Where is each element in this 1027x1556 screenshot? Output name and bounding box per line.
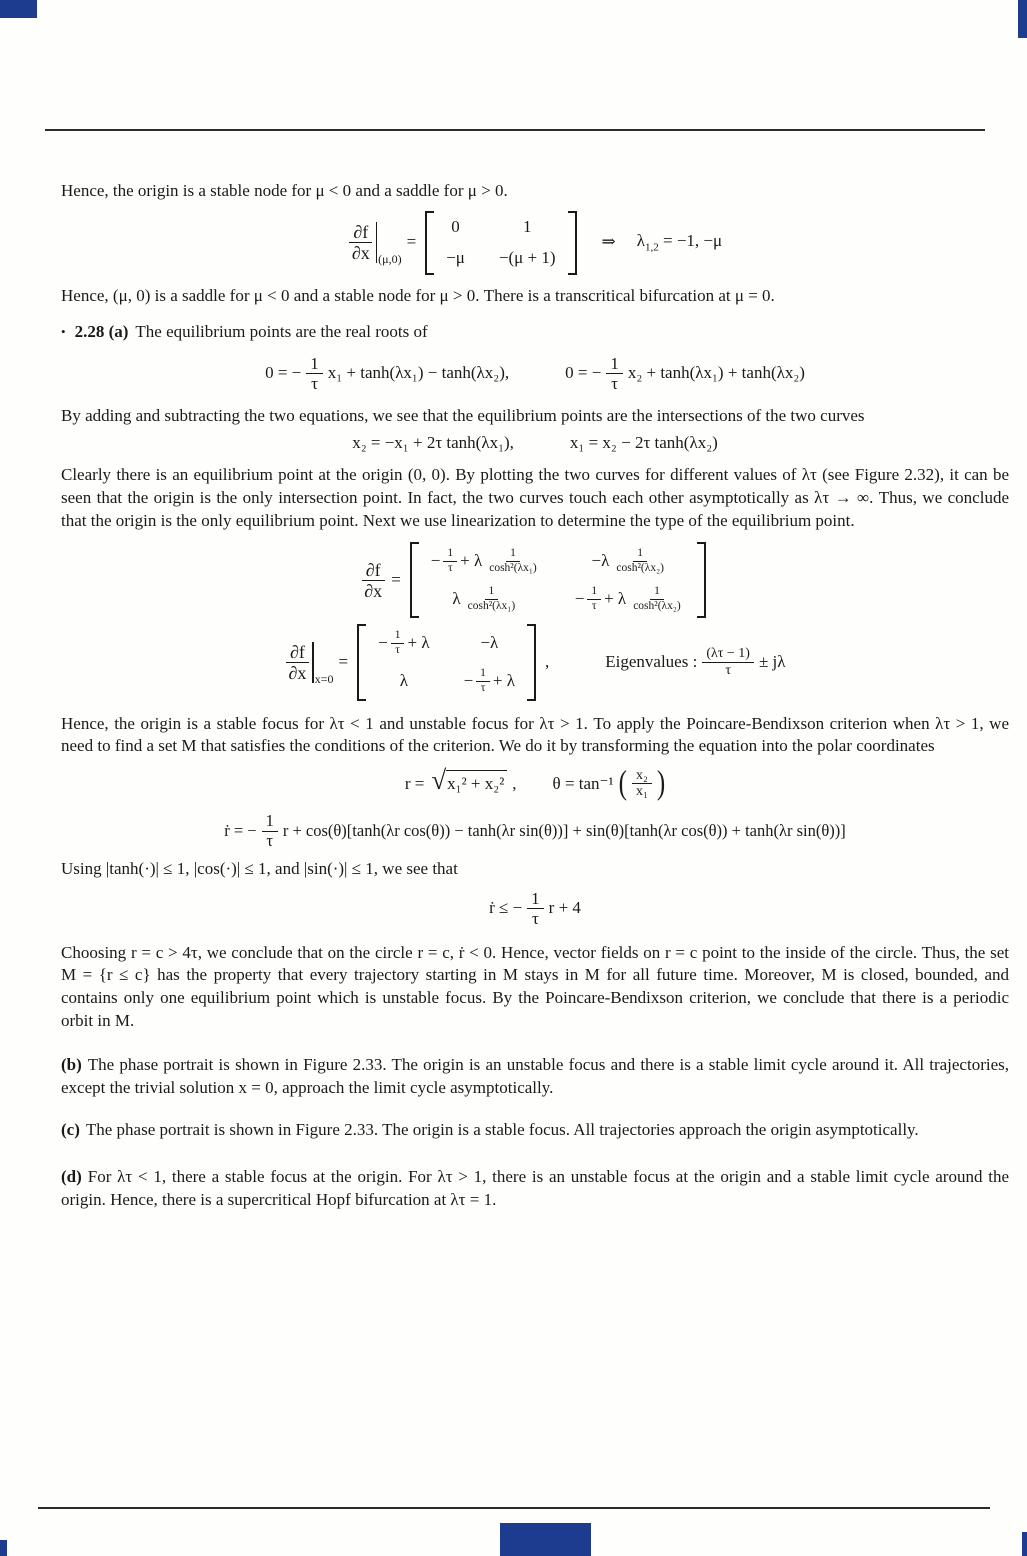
math-token: ∂x: [364, 580, 383, 601]
fraction: [632, 768, 652, 800]
part-b-paragraph: [61, 1054, 1009, 1099]
math-token: x₂ + tanh(λx₁) + tanh(λx₂): [627, 363, 805, 383]
fraction: [262, 812, 278, 850]
equation-rdot-bound: [61, 889, 1009, 928]
math-token: + λ: [604, 588, 627, 608]
fraction: [527, 889, 544, 928]
math-token: ∂f: [349, 222, 372, 243]
equation-two-curves: [61, 432, 1009, 455]
left-bracket: [425, 211, 434, 275]
right-paren: ): [656, 765, 666, 803]
matrix: [410, 542, 706, 618]
matrix-cells: [366, 624, 527, 700]
equals-sign: =: [406, 232, 417, 252]
math-token: cosh²(λx₁): [489, 561, 537, 574]
math-token: r + cos(θ)[tanh(λr cos(θ)) − tanh(λr sin(θ))] + sin(θ)[tanh(λr cos(θ)) + tanh(λr sin(θ))]: [282, 821, 846, 841]
fraction: [702, 646, 754, 678]
fraction: [306, 354, 323, 393]
paragraph-adding: By adding and subtracting the two equations, we see that the equilibrium points are the intersections of the two curves: [61, 406, 865, 426]
math-token: τ: [266, 830, 274, 850]
math-token: cosh²(λx₂): [633, 599, 681, 612]
left-bracket: [357, 624, 366, 700]
implies-arrow: ⇒: [601, 232, 616, 252]
math-token: 1: [506, 547, 520, 562]
equation-linearization-at-mu: [61, 211, 1009, 275]
part-b-text: The phase portrait is shown in Figure 2.33. The origin is an unstable focus and there is a stable limit cycle around it. All trajectories, except the trivial solution x = 0, approach the limit cycle asymptotically.: [61, 1055, 1009, 1097]
math-token: (λτ − 1): [702, 646, 754, 663]
math-token: ± jλ: [758, 652, 786, 672]
left-paren: (: [618, 765, 627, 803]
math-token: x₁ = x₂ − 2τ tanh(λx₂): [569, 432, 718, 452]
math-token: τ: [480, 681, 486, 694]
math-subscript: 1,2: [645, 241, 659, 254]
fraction: [284, 642, 310, 683]
eigenvalues-label: Eigenvalues :: [605, 652, 698, 672]
math-token: −: [430, 551, 441, 571]
fraction: [485, 547, 541, 576]
evaluation-subscript: (μ,0): [378, 252, 402, 267]
left-bracket: [410, 542, 419, 618]
equals-sign: =: [338, 652, 349, 672]
radicand: x₁² + x₂²: [446, 770, 507, 796]
right-bracket: [568, 211, 577, 275]
math-token: ṙ = −: [224, 821, 257, 841]
matrix: [357, 624, 536, 700]
math-token: ṙ ≤ −: [489, 897, 523, 917]
matrix-cell: −(μ + 1): [498, 248, 556, 268]
right-bracket: [527, 624, 536, 700]
math-token: τ: [725, 662, 731, 678]
matrix-cell: 1: [522, 216, 532, 236]
math-token: ∂f: [362, 560, 385, 581]
matrix-cell: [452, 585, 519, 614]
fraction: [391, 629, 405, 658]
math-token: 1: [485, 585, 499, 600]
matrix-cell: −μ: [446, 248, 465, 268]
math-token: cosh²(λx₁): [467, 599, 516, 612]
matrix-cell: [575, 585, 685, 614]
blue-strip-top-right: [1018, 0, 1027, 38]
part-b-label: (b): [61, 1055, 82, 1075]
math-token: 0 = −: [565, 363, 602, 383]
math-token: τ: [532, 908, 539, 928]
blue-strip-bottom-right: [1022, 1532, 1027, 1556]
fraction: [629, 585, 685, 614]
paragraph-clearly: Clearly there is an equilibrium point at the origin (0, 0). By plotting the two curves for different values of λτ (see Figure 2.32), it can be seen that the origin is the only intersection point. In fact, the two curves touch each other asymptotically as λτ → ∞. Thus, we conclude that the origin is the only equilibrium point. Next we use linearization to determine the type of the equilibrium point.: [61, 465, 1009, 530]
part-c-paragraph: [61, 1119, 1009, 1142]
math-token: = −1, −μ: [663, 231, 723, 251]
matrix-cell: −λ: [480, 633, 499, 653]
math-token: −: [378, 633, 388, 653]
evaluation-subscript: x=0: [314, 672, 334, 687]
math-token: + λ: [460, 551, 483, 571]
math-token: 1: [650, 585, 664, 600]
paragraph-stable-node: Hence, the origin is a stable node for μ < 0 and a saddle for μ > 0.: [61, 181, 508, 200]
fraction: [443, 547, 457, 576]
math-token: x₂: [632, 768, 652, 785]
math-token: + λ: [407, 633, 430, 653]
math-token: x₁: [635, 784, 648, 800]
fraction: [348, 222, 374, 263]
math-token: −: [574, 588, 585, 608]
matrix-cell: [431, 547, 541, 576]
math-token: −: [463, 670, 474, 690]
part-d-paragraph: [61, 1166, 1009, 1211]
partial-derivative-evaluated: [284, 641, 334, 687]
square-root: [431, 765, 507, 797]
part-c-text: The phase portrait is shown in Figure 2.33. The origin is a stable focus. All trajectories approach the origin asymptotically.: [85, 1120, 919, 1140]
math-token: −λ: [591, 551, 610, 571]
right-bracket: [697, 542, 706, 618]
blue-strip-bottom-left: [0, 1540, 7, 1556]
matrix-cell: [592, 547, 668, 576]
part-d-label: (d): [61, 1166, 82, 1186]
math-token: cosh²(λx₂): [616, 561, 664, 574]
math-token: ∂x: [351, 243, 370, 264]
paragraph-stable-focus: Hence, the origin is a stable focus for λτ < 1 and unstable focus for λτ > 1. To apply the Poincare-Bendixson criterion when λτ > 1, we need to find a set M that satisfies the conditions of the criterion. We do it by transforming the equation into the polar coordinates: [61, 713, 1009, 756]
math-token: τ: [611, 374, 618, 394]
math-token: τ: [591, 599, 597, 612]
math-token: 1: [476, 667, 490, 682]
problem-text: The equilibrium points are the real roots of: [135, 322, 428, 342]
math-token: 1: [391, 629, 405, 644]
math-token: 1: [306, 354, 323, 374]
math-token: r =: [404, 773, 425, 793]
blue-corner-top-left: [0, 0, 37, 18]
paragraph-choosing: Choosing r = c > 4τ, we conclude that on the circle r = c, ṙ < 0. Hence, vector fields on r = c point to the inside of the circle. Thus, the set M = {r ≤ c} has the property that every trajectory starting in M stays in M for all future time. Moreover, M is closed, bounded, and contains only one equilibrium point which is unstable focus. By the Poincare-Bendixson criterion, we conclude that there is a periodic orbit in M.: [61, 942, 1009, 1030]
math-token: θ = tan⁻¹: [552, 773, 614, 793]
fraction: [606, 354, 623, 393]
math-token: τ: [311, 374, 318, 394]
math-token: ∂f: [286, 642, 309, 663]
problem-number: 2.28 (a): [74, 322, 129, 342]
math-token: λ: [636, 231, 645, 251]
equation-rdot: [61, 812, 1009, 850]
equation-jacobian: [61, 542, 1009, 618]
eigenvalues-result: [637, 230, 722, 255]
equation-polar-coordinates: [61, 765, 1009, 803]
paragraph-transcritical: Hence, (μ, 0) is a saddle for μ < 0 and a stable node for μ > 0. There is a transcritical bifurcation at μ = 0.: [61, 285, 775, 305]
bottom-rule: [38, 1507, 990, 1509]
matrix-cells: [419, 542, 697, 618]
matrix-cell: [464, 667, 515, 696]
math-token: x₂ = −x₁ + 2τ tanh(λx₁),: [352, 432, 514, 452]
math-token: x₁ + tanh(λx₁) − tanh(λx₂),: [327, 363, 510, 383]
part-d-text: For λτ < 1, there a stable focus at the origin. For λτ > 1, there is an unstable focus at the origin and a stable limit cycle around the origin. Hence, there is a supercritical Hopf bifurcation at λτ = 1.: [61, 1166, 1009, 1209]
math-token: 1: [587, 585, 601, 600]
fraction: [612, 547, 668, 576]
math-token: r + 4: [548, 897, 581, 917]
problem-heading: [61, 321, 1009, 344]
math-token: 0 = −: [265, 363, 302, 383]
top-rule: [45, 129, 985, 131]
radical-sign: √: [431, 765, 447, 796]
matrix-cell: λ: [399, 670, 408, 690]
equals-sign: =: [391, 569, 401, 589]
math-token: λ: [452, 588, 461, 608]
partial-derivative: [360, 560, 386, 601]
math-token: + λ: [492, 670, 516, 690]
equation-equilibrium-roots: [61, 354, 1009, 393]
matrix-cell: [378, 629, 429, 658]
math-token: 1: [606, 354, 623, 374]
math-token: τ: [395, 644, 400, 657]
fraction: [476, 667, 490, 696]
blue-bar-bottom-center: [500, 1523, 591, 1556]
evaluation-bar: [312, 642, 313, 683]
page-content: [61, 180, 1009, 1223]
part-c-label: (c): [61, 1120, 80, 1140]
bullet-icon: •: [61, 324, 66, 340]
math-token: 1: [633, 547, 647, 562]
fraction: [587, 585, 601, 614]
math-token: τ: [447, 561, 453, 574]
math-token: 1: [262, 812, 278, 831]
math-token: ∂x: [288, 662, 307, 683]
matrix-cells: [434, 211, 567, 275]
matrix-cell: 0: [451, 216, 460, 236]
equation-jacobian-at-origin: [61, 624, 1009, 700]
evaluation-bar: [376, 222, 377, 263]
fraction: [464, 585, 520, 614]
comma: ,: [512, 773, 517, 793]
fraction: [360, 560, 386, 601]
partial-derivative-evaluated: [348, 222, 402, 267]
paragraph-using-bounds: Using |tanh(·)| ≤ 1, |cos(·)| ≤ 1, and |sin(·)| ≤ 1, we see that: [61, 859, 458, 879]
matrix: [425, 211, 576, 275]
math-token: 1: [443, 547, 457, 562]
math-token: 1: [527, 889, 544, 909]
comma: ,: [545, 652, 550, 672]
